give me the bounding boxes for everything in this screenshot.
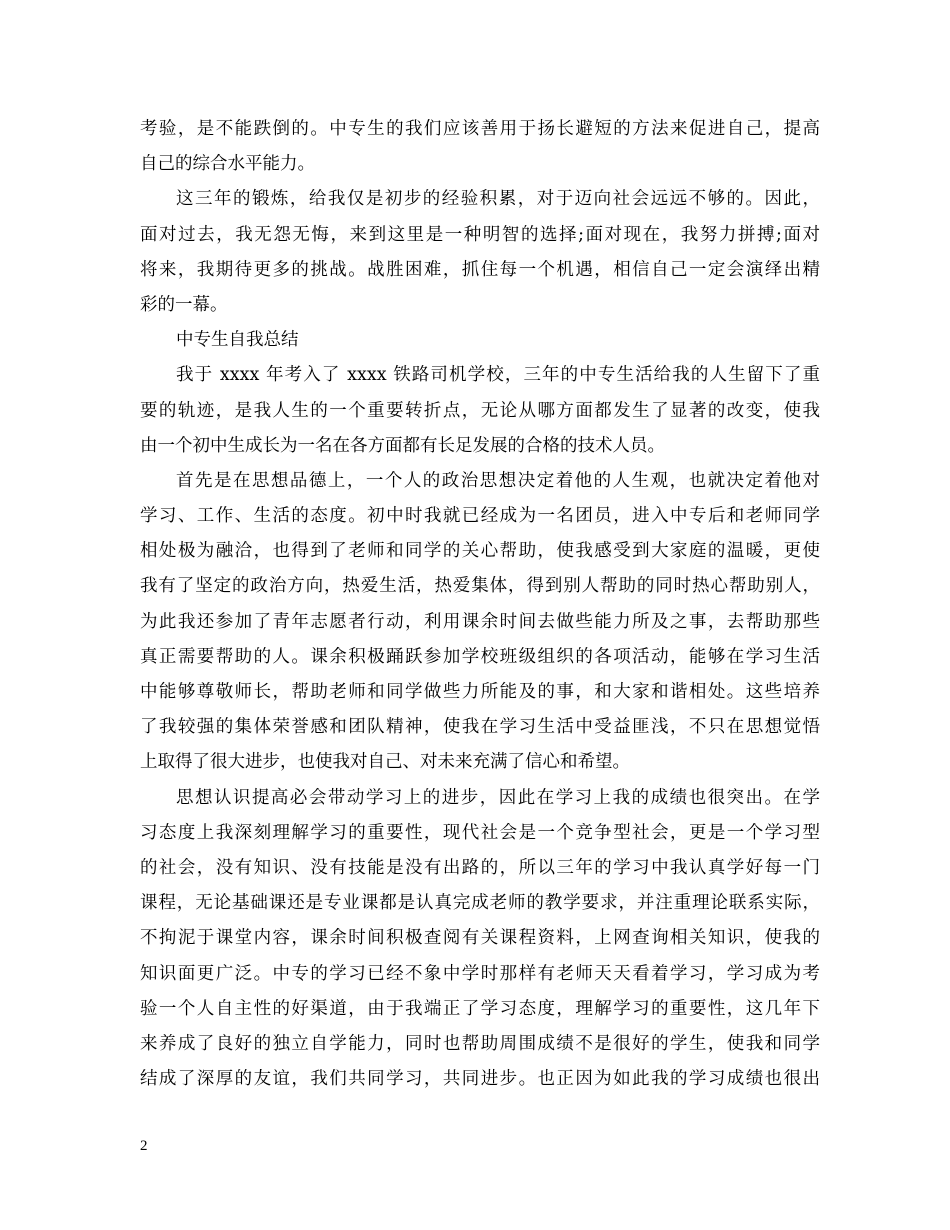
text-line: 自己的综合水平能力。 bbox=[140, 154, 315, 175]
text-line: 我有了坚定的政治方向，热爱生活，热爱集体，得到别人帮助的同时热心帮助别人， bbox=[140, 576, 820, 597]
text-line: 上取得了很大进步，也使我对自己、对未来充满了信心和希望。 bbox=[140, 752, 630, 773]
text-line: 不拘泥于课堂内容，课余时间积极查阅有关课程资料，上网查询相关知识，使我的 bbox=[140, 928, 820, 949]
document-body bbox=[140, 112, 820, 1097]
text-line: 由一个初中生成长为一名在各方面都有长足发展的合格的技术人员。 bbox=[140, 435, 665, 456]
text-line: 中能够尊敬师长，帮助老师和同学做些力所能及的事，和大家和谐相处。这些培养 bbox=[140, 682, 820, 702]
text-line: 我于 xxxx 年考入了 xxxx 铁路司机学校，三年的中专生活给我的人生留下了重 bbox=[176, 365, 820, 386]
text-line: 课程，无论基础课还是专业课都是认真完成老师的教学要求，并注重理论联系实际， bbox=[140, 893, 820, 914]
text-line: 为此我还参加了青年志愿者行动，利用课余时间去做些能力所及之事，去帮助那些 bbox=[140, 611, 820, 632]
text-line: 彩的一幕。 bbox=[140, 294, 228, 315]
text-line: 来养成了良好的独立自学能力，同时也帮助周围成绩不是很好的学生，使我和同学 bbox=[140, 1033, 820, 1054]
text-line: 习态度上我深刻理解学习的重要性，现代社会是一个竞争型社会，更是一个学习型 bbox=[140, 822, 820, 843]
text-line: 要的轨迹，是我人生的一个重要转折点，无论从哪方面都发生了显著的改变，使我 bbox=[140, 400, 820, 421]
text-line: 中专生自我总结 bbox=[176, 330, 299, 351]
page-number: 2 bbox=[140, 1138, 148, 1154]
text-line: 结成了深厚的友谊，我们共同学习，共同进步。也正因为如此我的学习成绩也很出 bbox=[140, 1069, 820, 1090]
text-line: 考验，是不能跌倒的。中专生的我们应该善用于扬长避短的方法来促进自己，提高 bbox=[140, 119, 820, 139]
text-line: 了我较强的集体荣誉感和团队精神，使我在学习生活中受益匪浅，不只在思想觉悟 bbox=[140, 717, 820, 738]
text-line: 思想认识提高必会带动学习上的进步，因此在学习上我的成绩也很突出。在学 bbox=[176, 787, 820, 808]
text-line: 知识面更广泛。中专的学习已经不象中学时那样有老师天天看着学习，学习成为考 bbox=[140, 963, 820, 984]
text-line: 的社会，没有知识、没有技能是没有出路的，所以三年的学习中我认真学好每一门 bbox=[140, 857, 820, 878]
text-line: 将来，我期待更多的挑战。战胜困难，抓住每一个机遇，相信自己一定会演绎出精 bbox=[140, 259, 820, 280]
text-line: 面对过去，我无怨无悔，来到这里是一种明智的选择;面对现在，我努力拼搏;面对 bbox=[140, 224, 820, 245]
text-line: 这三年的锻炼，给我仅是初步的经验积累，对于迈向社会远远不够的。因此， bbox=[176, 189, 820, 210]
text-line: 学习、工作、生活的态度。初中时我就已经成为一名团员，进入中专后和老师同学 bbox=[140, 506, 820, 527]
text-line: 验一个人自主性的好渠道，由于我端正了学习态度，理解学习的重要性，这几年下 bbox=[140, 998, 820, 1019]
text-line: 首先是在思想品德上，一个人的政治思想决定着他的人生观，也就决定着他对 bbox=[176, 470, 820, 491]
text-line: 真正需要帮助的人。课余积极踊跃参加学校班级组织的各项活动，能够在学习生活 bbox=[140, 646, 820, 667]
text-line: 相处极为融洽，也得到了老师和同学的关心帮助，使我感受到大家庭的温暖，更使 bbox=[140, 541, 820, 562]
